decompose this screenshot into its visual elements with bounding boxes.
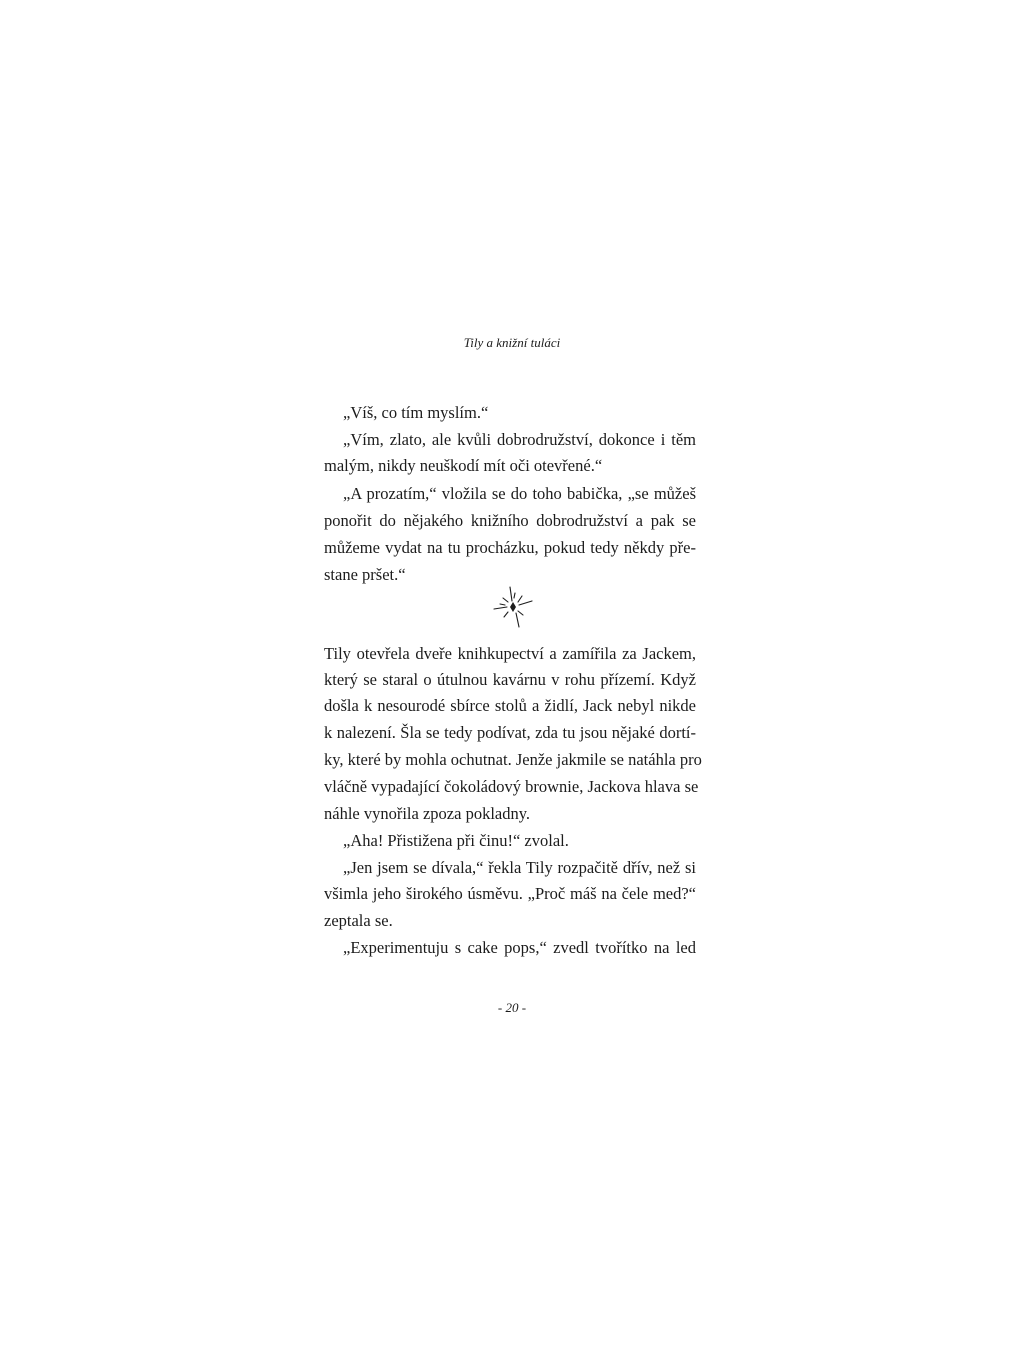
- text-line: k nalezení. Šla se tedy podívat, zda tu jsou nějaké dortí-: [324, 723, 696, 742]
- text-line: stane pršet.“: [324, 565, 406, 584]
- text-line: ky, které by mohla ochutnat. Jenže jakmile se natáhla pro: [324, 750, 702, 769]
- text-line: „Jen jsem se dívala,“ řekla Tily rozpačitě dřív, než si: [343, 858, 696, 877]
- text-line: Tily otevřela dveře knihkupectví a zamířila za Jackem,: [324, 644, 696, 663]
- starburst-ornament-icon: [491, 585, 535, 629]
- running-header: Tily a knižní tuláci: [463, 335, 561, 350]
- text-line: „Vím, zlato, ale kvůli dobrodružství, dokonce i těm: [343, 430, 696, 449]
- text-line: malým, nikdy neuškodí mít oči otevřené.“: [324, 456, 603, 475]
- text-line: „Experimentuju s cake pops,“ zvedl tvořítko na led: [343, 938, 696, 957]
- page-number: - 20 -: [497, 1000, 527, 1015]
- text-line: „A prozatím,“ vložila se do toho babička, „se můžeš: [343, 484, 696, 503]
- text-line: ponořit do nějakého knižního dobrodružství a pak se: [324, 511, 696, 530]
- text-line: všimla jeho širokého úsměvu. „Proč máš na čele med?“: [324, 884, 696, 903]
- text-line: náhle vynořila zpoza pokladny.: [324, 804, 531, 823]
- text-line: zeptala se.: [324, 911, 393, 930]
- text-line: můžeme vydat na tu procházku, pokud tedy někdy pře-: [324, 538, 696, 557]
- text-line: vláčně vypadající čokoládový brownie, Jackova hlava se: [324, 777, 699, 796]
- text-line: který se staral o útulnou kavárnu v rohu přízemí. Když: [324, 670, 696, 689]
- text-line: „Víš, co tím myslím.“: [343, 403, 489, 422]
- text-line: došla k nesourodé sbírce stolů a židlí, Jack nebyl nikde: [324, 696, 696, 715]
- text-line: „Aha! Přistižena při činu!“ zvolal.: [343, 831, 569, 850]
